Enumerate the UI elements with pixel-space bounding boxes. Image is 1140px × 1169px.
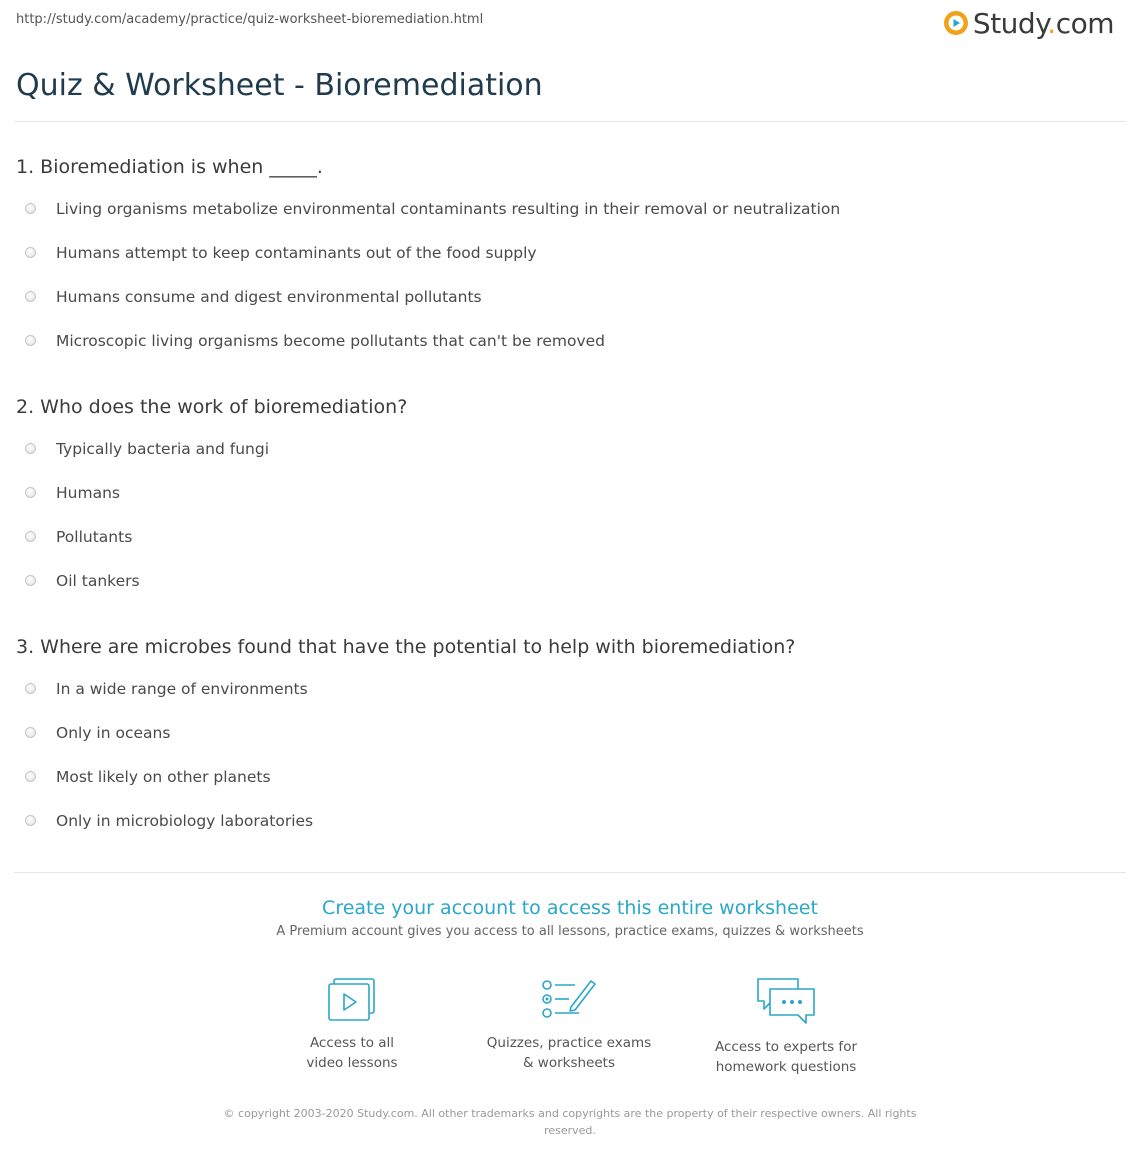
feature-quizzes <box>469 975 669 1073</box>
signup-cta <box>0 894 1140 939</box>
cta-divider <box>14 872 1126 873</box>
answer-option[interactable] <box>16 439 1116 483</box>
answer-text: Microscopic living organisms become pollutants that can't be removed <box>56 332 605 350</box>
radio-button[interactable] <box>25 487 36 498</box>
radio-button[interactable] <box>25 531 36 542</box>
question-2 <box>16 395 1116 595</box>
question-text: 3. Where are microbes found that have the potential to help with bioremediation? <box>16 636 796 658</box>
radio-button[interactable] <box>25 291 36 302</box>
answer-option[interactable] <box>16 483 1116 527</box>
answer-text: Humans attempt to keep contaminants out of the food supply <box>56 244 537 262</box>
page-url: http://study.com/academy/practice/quiz-worksheet-bioremediation.html <box>16 12 484 27</box>
copyright-notice: © copyright 2003-2020 Study.com. All other trademarks and copyrights are the property of their respective owners. All rights reserved. <box>223 1107 917 1137</box>
feature-label: Quizzes, practice exams & worksheets <box>486 1035 652 1071</box>
answer-text: Most likely on other planets <box>56 768 271 786</box>
page-title: Quiz & Worksheet - Bioremediation <box>16 68 543 103</box>
answer-option[interactable] <box>16 287 1116 331</box>
answer-text: Only in oceans <box>56 724 171 742</box>
answer-text: Living organisms metabolize environmental contaminants resulting in their removal or neutralization <box>56 200 841 218</box>
answer-text: Only in microbiology laboratories <box>56 812 314 830</box>
answer-text: Humans consume and digest environmental pollutants <box>56 288 482 306</box>
feature-label: Access to experts for homework questions <box>714 1039 857 1075</box>
answer-option[interactable] <box>16 331 1116 375</box>
radio-button[interactable] <box>25 727 36 738</box>
answer-text: Oil tankers <box>56 572 140 590</box>
answer-option[interactable] <box>16 811 1116 855</box>
feature-experts <box>686 975 886 1077</box>
radio-button[interactable] <box>25 247 36 258</box>
answer-text: Humans <box>56 484 120 502</box>
feature-video-lessons <box>252 975 452 1073</box>
feature-label: Access to all video lessons <box>306 1035 398 1071</box>
study-logo[interactable] <box>943 6 1114 40</box>
answer-option[interactable] <box>16 679 1116 723</box>
answer-option[interactable] <box>16 243 1116 287</box>
radio-button[interactable] <box>25 771 36 782</box>
quiz-checklist-icon <box>541 975 597 1023</box>
radio-button[interactable] <box>25 683 36 694</box>
radio-button[interactable] <box>25 335 36 346</box>
top-bar <box>0 0 1140 44</box>
logo-wordmark: Study.com <box>972 6 1114 40</box>
title-divider <box>14 121 1126 122</box>
question-3 <box>16 635 1116 835</box>
answer-list <box>16 439 1116 615</box>
question-1 <box>16 155 1116 355</box>
answer-option[interactable] <box>16 199 1116 243</box>
study-logo-icon <box>943 10 969 36</box>
answer-option[interactable] <box>16 571 1116 615</box>
question-text: 1. Bioremediation is when _____. <box>16 156 323 178</box>
radio-button[interactable] <box>25 575 36 586</box>
cta-subtitle: A Premium account gives you access to all lessons, practice exams, quizzes & worksheets <box>276 924 864 939</box>
chat-experts-icon <box>754 975 818 1027</box>
answer-text: In a wide range of environments <box>56 680 308 698</box>
answer-option[interactable] <box>16 527 1116 571</box>
answer-option[interactable] <box>16 767 1116 811</box>
answer-text: Typically bacteria and fungi <box>56 440 270 458</box>
radio-button[interactable] <box>25 815 36 826</box>
create-account-link[interactable]: Create your account to access this entire worksheet <box>322 897 818 919</box>
radio-button[interactable] <box>25 203 36 214</box>
question-text: 2. Who does the work of bioremediation? <box>16 396 408 418</box>
answer-list <box>16 199 1116 375</box>
answer-text: Pollutants <box>56 528 133 546</box>
radio-button[interactable] <box>25 443 36 454</box>
answer-option[interactable] <box>16 723 1116 767</box>
video-lessons-icon <box>326 975 378 1023</box>
answer-list <box>16 679 1116 855</box>
